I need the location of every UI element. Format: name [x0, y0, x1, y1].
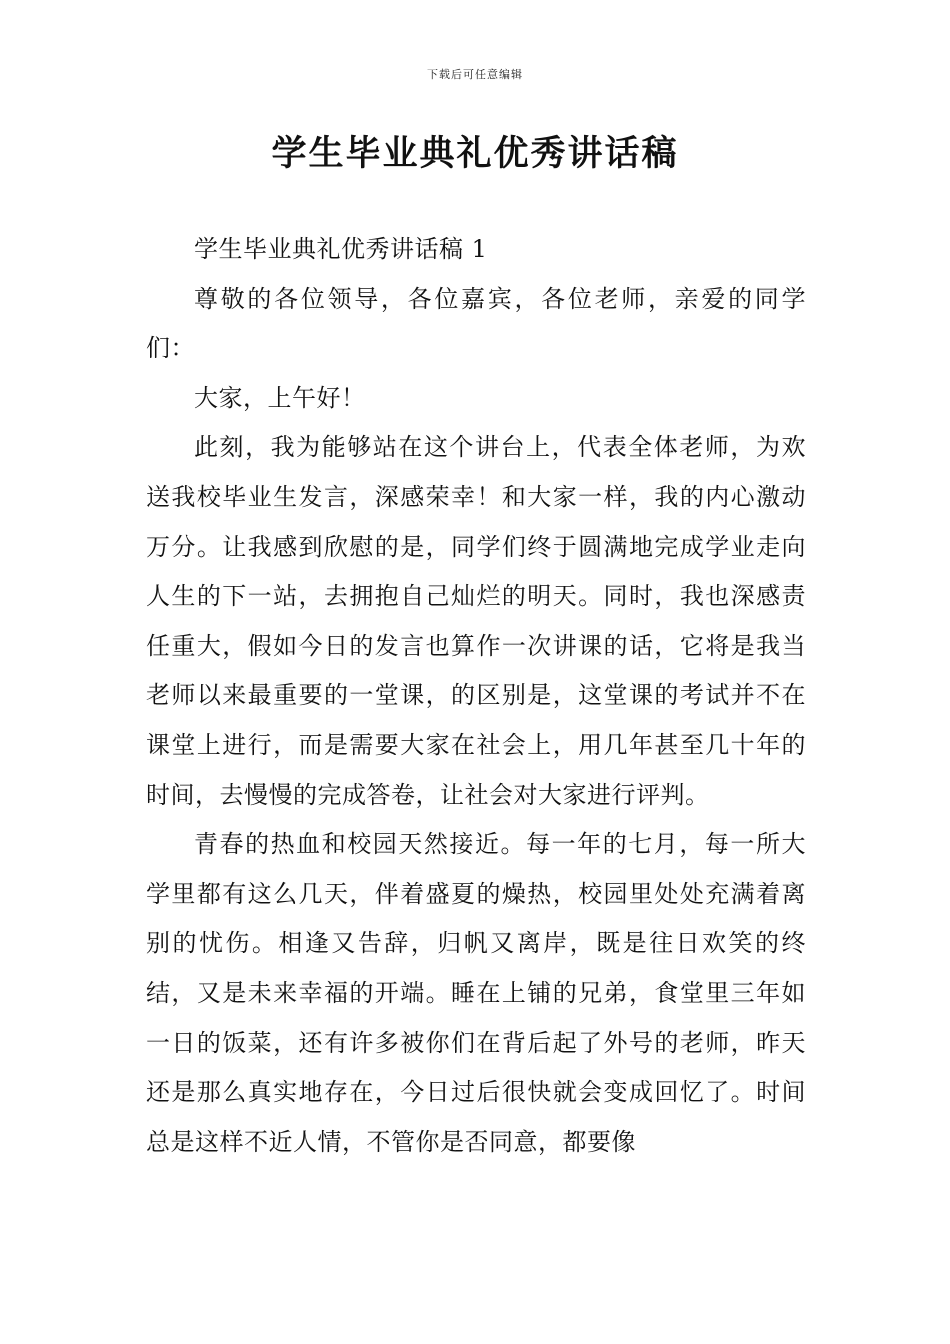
greeting-paragraph: 大家，上午好！	[194, 383, 366, 412]
document-title: 学生毕业典礼优秀讲话稿	[271, 133, 679, 174]
body-paragraph: 青春的热血和校园天然接近。每一年的七月，每一所大学里都有这么几天，伴着盛夏的燥热，校园里处处充满着离别的忧伤。相逢又告辞，归帆又离岸，既是往日欢笑的终结，又是未来幸福的开端。睡在上铺的兄弟，食堂里三年如一日的饭菜，还有许多被你们在背后起了外号的老师，昨天还是那么真实地存在，今日过后很快就会变成回忆了。时间总是这样不近人情，不管你是否同意，都要像	[146, 830, 806, 1156]
section-heading: 学生毕业典礼优秀讲话稿 1	[194, 235, 488, 263]
header-note: 下载后可任意编辑	[427, 68, 523, 81]
document-body	[146, 225, 806, 1167]
body-paragraph: 此刻，我为能够站在这个讲台上，代表全体老师，为欢送我校毕业生发言，深感荣幸！和大家一样，我的内心激动万分。让我感到欣慰的是，同学们终于圆满地完成学业走向人生的下一站，去拥抱自己灿烂的明天。同时，我也深感责任重大，假如今日的发言也算作一次讲课的话，它将是我当老师以来最重要的一堂课，的区别是，这堂课的考试并不在课堂上进行，而是需要大家在社会上，用几年甚至几十年的时间，去慢慢的完成答卷，让社会对大家进行评判。	[146, 433, 806, 809]
salutation-paragraph: 尊敬的各位领导，各位嘉宾，各位老师，亲爱的同学们：	[146, 284, 806, 363]
